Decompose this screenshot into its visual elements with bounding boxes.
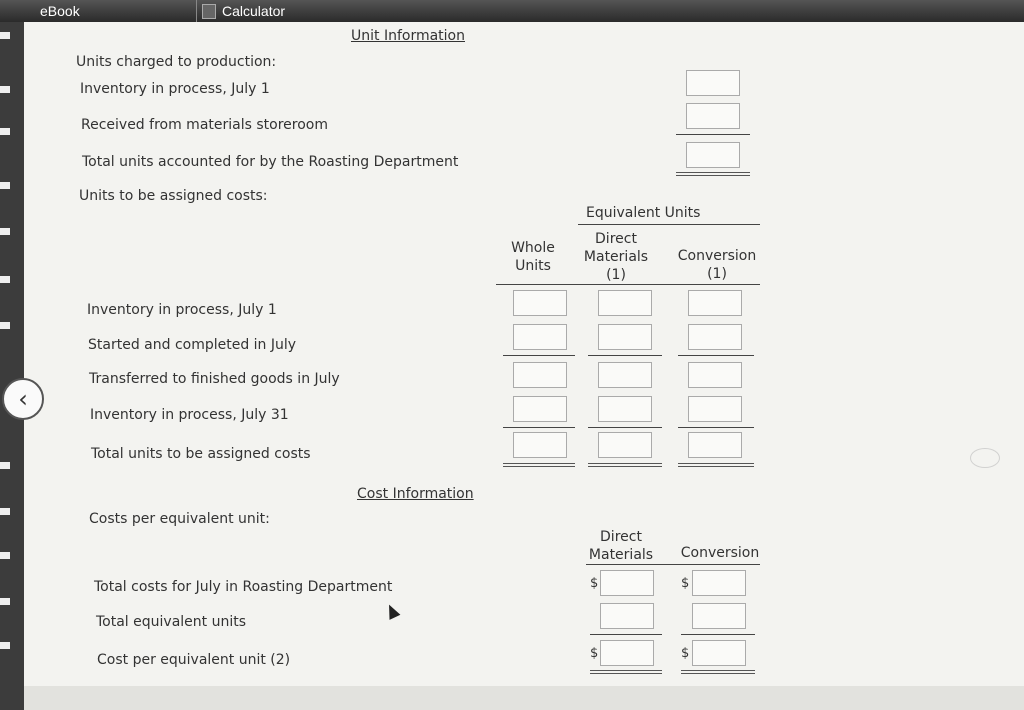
units-charged-label: Units charged to production:	[76, 54, 277, 70]
col-whole-units: Whole Units	[511, 240, 555, 274]
input-dm-eq-units[interactable]	[600, 603, 654, 629]
input-conv-inv-july1[interactable]	[688, 290, 742, 316]
eq-units-rule	[578, 224, 760, 225]
input-received[interactable]	[686, 103, 740, 129]
row-total-accounted: Total units accounted for by the Roasting Department	[82, 154, 459, 170]
cost-col-direct-materials: Direct Materials	[588, 529, 654, 563]
double-rule	[503, 463, 575, 467]
input-dm-cost-per-unit[interactable]	[600, 640, 654, 666]
input-conv-cost-per-unit[interactable]	[692, 640, 746, 666]
input-conv-transferred[interactable]	[688, 362, 742, 388]
input-conv-started[interactable]	[688, 324, 742, 350]
scroll-indicator-icon	[970, 448, 1000, 468]
cost-row-total-costs: Total costs for July in Roasting Department	[94, 579, 393, 595]
total-rule	[676, 134, 750, 135]
cost-col-conversion: Conversion	[680, 545, 760, 561]
input-total-accounted[interactable]	[686, 142, 740, 168]
assign-row-transferred: Transferred to finished goods in July	[89, 371, 340, 387]
units-assigned-label: Units to be assigned costs:	[79, 188, 268, 204]
rule	[678, 355, 754, 356]
col-direct-materials: Direct Materials (1)	[583, 231, 649, 283]
assign-row-total: Total units to be assigned costs	[91, 446, 311, 462]
header-rule	[496, 284, 760, 285]
double-rule	[588, 463, 662, 467]
rule	[588, 427, 662, 428]
cost-information-heading: Cost Information	[357, 486, 474, 502]
currency-symbol: $	[681, 646, 690, 661]
input-dm-transferred[interactable]	[598, 362, 652, 388]
double-rule	[678, 463, 754, 467]
row-inventory-july1: Inventory in process, July 1	[80, 81, 270, 97]
input-whole-total[interactable]	[513, 432, 567, 458]
rule	[678, 427, 754, 428]
input-whole-inv-july31[interactable]	[513, 396, 567, 422]
tab-calculator[interactable]: Calculator	[202, 0, 285, 22]
tab-divider	[196, 0, 197, 22]
cost-row-total-eq-units: Total equivalent units	[96, 614, 247, 630]
col-conversion: Conversion (1)	[677, 248, 757, 282]
rule	[503, 427, 575, 428]
equivalent-units-header: Equivalent Units	[586, 205, 701, 221]
currency-symbol: $	[681, 576, 690, 591]
double-rule	[676, 172, 750, 176]
input-inventory-july1[interactable]	[686, 70, 740, 96]
chevron-left-icon: ‹	[18, 385, 28, 413]
cost-header-rule	[586, 564, 760, 565]
row-received-storeroom: Received from materials storeroom	[81, 117, 328, 133]
input-dm-total-costs[interactable]	[600, 570, 654, 596]
costs-per-unit-label: Costs per equivalent unit:	[89, 511, 270, 527]
input-conv-inv-july31[interactable]	[688, 396, 742, 422]
input-dm-inv-july31[interactable]	[598, 396, 652, 422]
rule	[588, 355, 662, 356]
calculator-icon	[202, 4, 216, 19]
assign-row-inventory-july31: Inventory in process, July 31	[90, 407, 289, 423]
currency-symbol: $	[590, 646, 599, 661]
double-rule	[681, 670, 755, 674]
input-dm-started[interactable]	[598, 324, 652, 350]
assign-row-inventory-july1: Inventory in process, July 1	[87, 302, 277, 318]
double-rule	[590, 670, 662, 674]
input-whole-inv-july1[interactable]	[513, 290, 567, 316]
input-dm-inv-july1[interactable]	[598, 290, 652, 316]
rule	[681, 634, 755, 635]
top-tab-bar	[0, 0, 1024, 22]
assign-row-started-completed: Started and completed in July	[88, 337, 297, 353]
input-conv-total-costs[interactable]	[692, 570, 746, 596]
rule	[590, 634, 662, 635]
input-conv-eq-units[interactable]	[692, 603, 746, 629]
input-whole-transferred[interactable]	[513, 362, 567, 388]
input-conv-total[interactable]	[688, 432, 742, 458]
input-dm-total[interactable]	[598, 432, 652, 458]
currency-symbol: $	[590, 576, 599, 591]
back-chevron-button[interactable]	[2, 378, 44, 420]
input-whole-started[interactable]	[513, 324, 567, 350]
unit-information-heading: Unit Information	[351, 28, 465, 44]
rule	[503, 355, 575, 356]
cost-row-cost-per-unit: Cost per equivalent unit (2)	[97, 652, 291, 668]
tab-ebook[interactable]: eBook	[40, 3, 80, 19]
worksheet-footer	[24, 686, 1024, 710]
left-nav-strip	[0, 22, 24, 710]
